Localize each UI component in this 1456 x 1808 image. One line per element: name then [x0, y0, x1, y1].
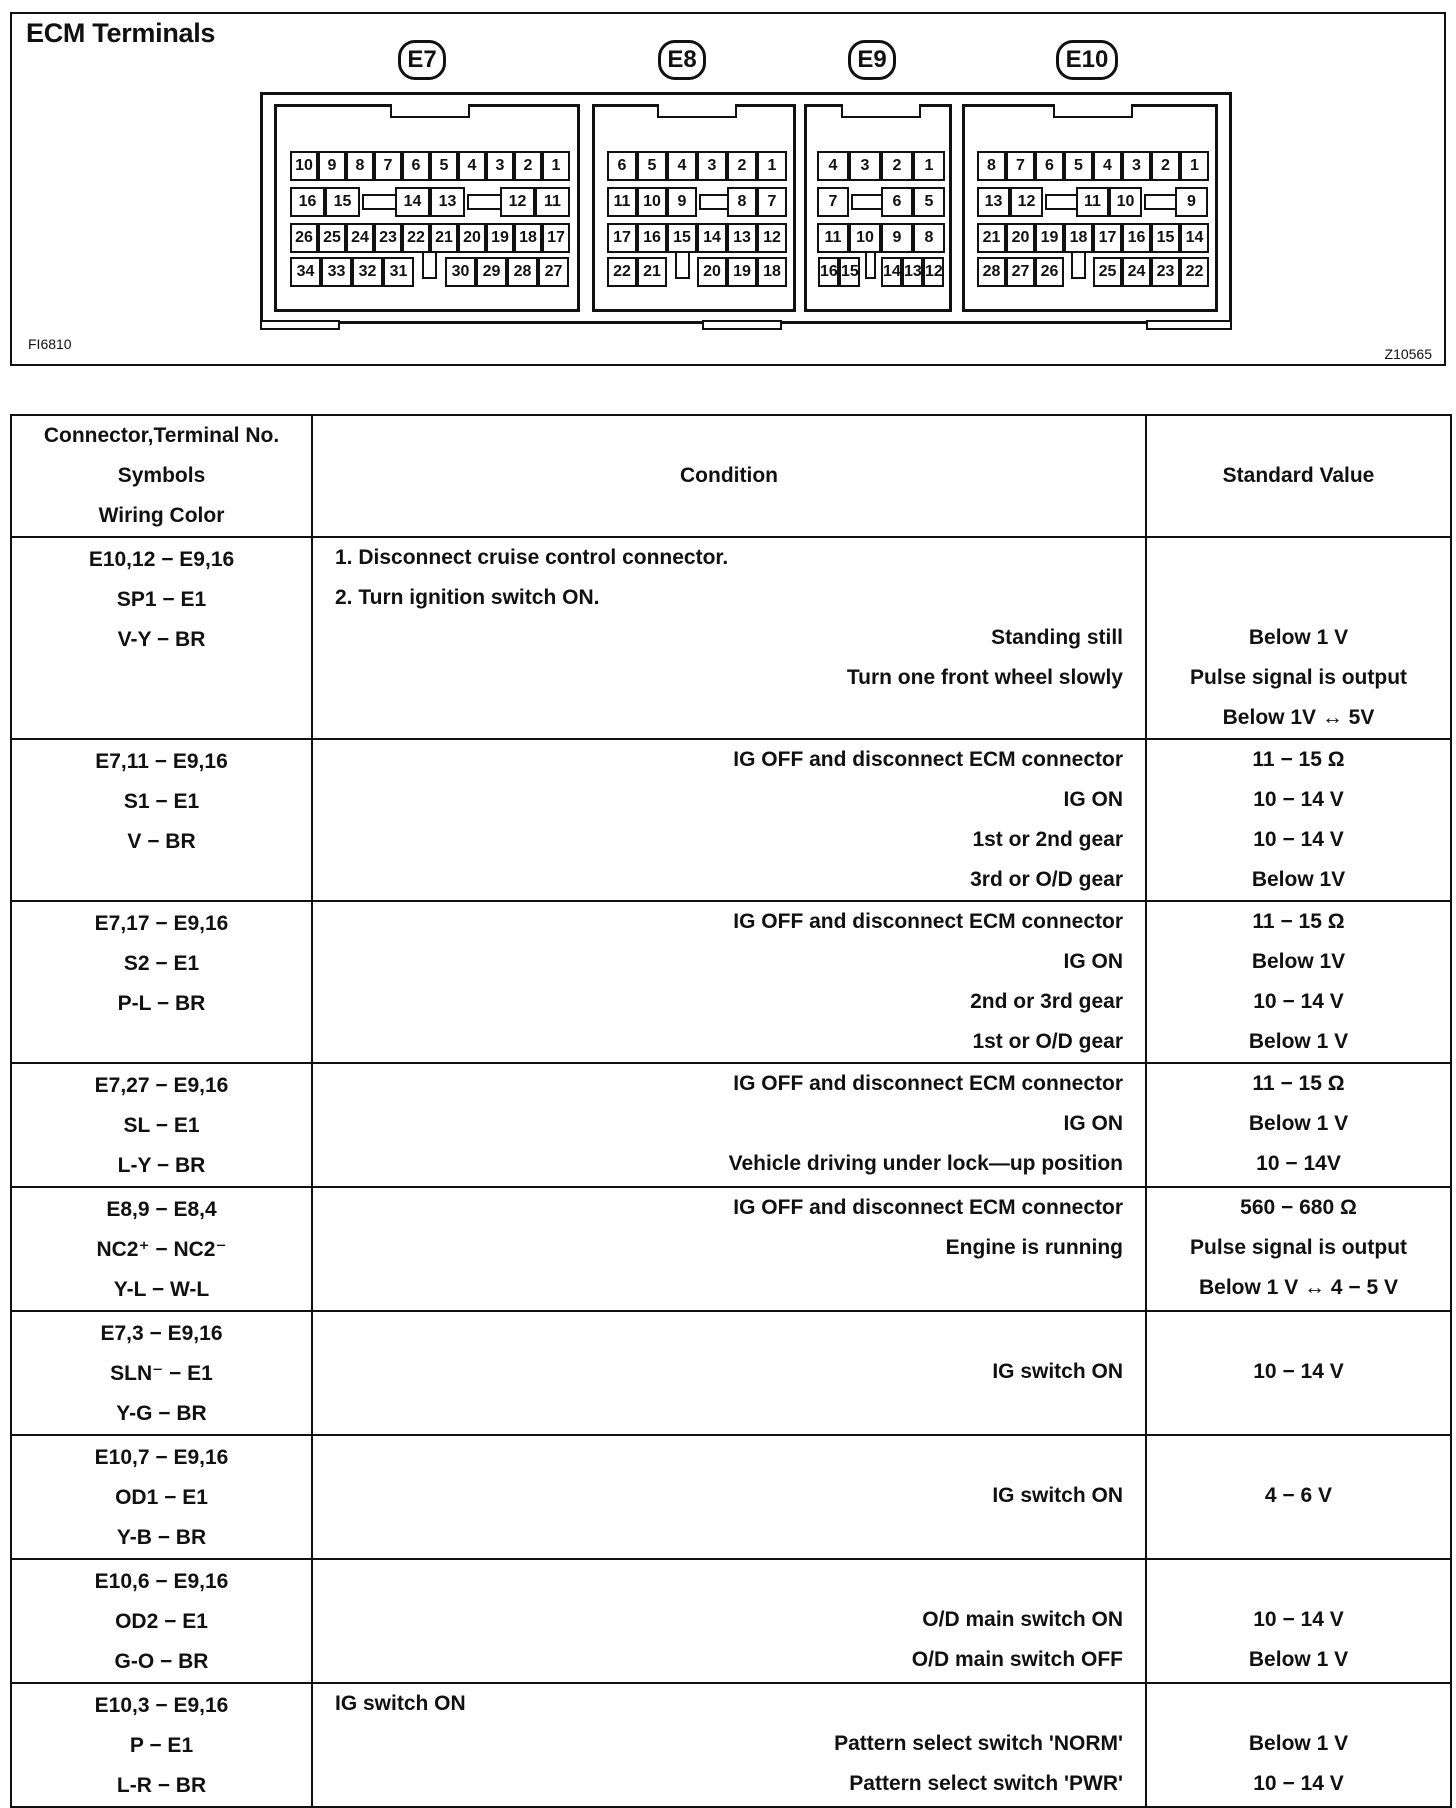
- connector-pin: 4: [458, 151, 486, 181]
- standard-value-cell: [1146, 1683, 1451, 1807]
- table-row: [11, 1435, 1451, 1559]
- connector-line: E10,7 − E9,16: [94, 1446, 229, 1469]
- standard-value-line: 11 − 15 Ω: [1252, 910, 1345, 933]
- connector-key: [390, 104, 470, 118]
- connector-pin: 25: [1093, 257, 1122, 287]
- table-row: [11, 901, 1451, 1063]
- connector-pin: 14: [1180, 223, 1209, 253]
- standard-value-line: [1147, 1312, 1450, 1352]
- standard-value-cell: [1146, 901, 1451, 1063]
- condition-cell: [312, 1311, 1146, 1435]
- connector-cell: [11, 1311, 312, 1435]
- condition-line: 1. Disconnect cruise control connector.: [335, 546, 729, 569]
- connector-pin: 3: [1122, 151, 1151, 181]
- header-connector-line3: Wiring Color: [98, 504, 225, 527]
- standard-value-line: Below 1 V: [1248, 626, 1349, 649]
- connector-line: OD2 − E1: [115, 1610, 208, 1633]
- standard-value-line: [1147, 1516, 1450, 1556]
- table-row: [11, 739, 1451, 901]
- connector-cell: [11, 1435, 312, 1559]
- connector-pin: 8: [913, 223, 945, 253]
- connector-line: P − E1: [129, 1734, 194, 1757]
- connector-line: E10,3 − E9,16: [94, 1694, 229, 1717]
- connector-label: E8: [658, 40, 706, 80]
- terminal-spec-table: [10, 414, 1452, 1808]
- connector-pin: 12: [923, 257, 944, 287]
- connector-pin: 19: [727, 257, 757, 287]
- standard-value-line: 10 − 14 V: [1253, 828, 1344, 851]
- connector-pin: 9: [1175, 187, 1208, 217]
- connector-pin: 2: [1151, 151, 1180, 181]
- connector-pin: 2: [881, 151, 913, 181]
- condition-line: IG switch ON: [335, 1692, 466, 1715]
- condition-line: 1st or O/D gear: [972, 1030, 1123, 1053]
- connector-pin: 24: [1122, 257, 1151, 287]
- condition-line: [313, 1436, 1145, 1476]
- connector-pin: 4: [667, 151, 697, 181]
- connector-pin: 18: [1064, 223, 1093, 253]
- connector-pin: 4: [1093, 151, 1122, 181]
- connector-pin: 31: [383, 257, 414, 287]
- standard-value-cell: [1146, 1435, 1451, 1559]
- condition-line: Pattern select switch 'PWR': [849, 1772, 1123, 1795]
- connector-pin: 6: [1035, 151, 1064, 181]
- standard-value-line: 4 − 6 V: [1264, 1484, 1333, 1507]
- connector-cell: [11, 901, 312, 1063]
- connector-pin: 25: [318, 223, 346, 253]
- connector-pin: 6: [881, 187, 913, 217]
- connector-key: [841, 104, 921, 118]
- connector-pin: 11: [607, 187, 637, 217]
- connector-pin: 32: [352, 257, 383, 287]
- figure-code-right: Z10565: [1384, 346, 1432, 362]
- connector-pin: 14: [881, 257, 902, 287]
- connector-label: E9: [848, 40, 896, 80]
- housing-tab: [702, 320, 782, 330]
- standard-value-line: Below 1V: [1251, 868, 1346, 891]
- connector-pin: 21: [637, 257, 667, 287]
- standard-value-line: [1147, 578, 1450, 618]
- standard-value-line: Below 1 V: [1248, 1732, 1349, 1755]
- connector-line: Y-B − BR: [116, 1526, 207, 1549]
- standard-value-cell: [1146, 1187, 1451, 1311]
- connector-latch: [422, 253, 438, 279]
- connector-pin: 5: [1064, 151, 1093, 181]
- connector-cell: [11, 739, 312, 901]
- table-body: [11, 537, 1451, 1807]
- connector-pin: 14: [395, 187, 430, 217]
- condition-line: [313, 1560, 1145, 1600]
- housing-tab: [1146, 320, 1232, 330]
- condition-line: IG switch ON: [992, 1484, 1123, 1507]
- connector-line: SLN⁻ − E1: [110, 1362, 213, 1385]
- connector-pin: 8: [346, 151, 374, 181]
- connector-pin: 29: [476, 257, 507, 287]
- connector-latch: [1071, 253, 1086, 279]
- connector-line: E7,17 − E9,16: [94, 912, 229, 935]
- condition-cell: [312, 1063, 1146, 1187]
- connector-key: [1053, 104, 1133, 118]
- table-row: [11, 1683, 1451, 1807]
- standard-value-cell: [1146, 537, 1451, 739]
- connector-line: NC2⁺ − NC2⁻: [96, 1238, 227, 1261]
- standard-value-line: [1147, 1684, 1450, 1724]
- connector-pin: 3: [697, 151, 727, 181]
- connector-key: [657, 104, 737, 118]
- connector-pin: 10: [637, 187, 667, 217]
- standard-value-cell: [1146, 1559, 1451, 1683]
- connector-pin: 3: [849, 151, 881, 181]
- connector-pin: 16: [290, 187, 325, 217]
- connector-pin: 2: [727, 151, 757, 181]
- standard-value-line: 10 − 14 V: [1253, 1608, 1344, 1631]
- connector-pin: 22: [402, 223, 430, 253]
- header-connector-line2: Symbols: [117, 464, 206, 487]
- standard-value-line: 560 − 680 Ω: [1240, 1196, 1357, 1219]
- connector-pin: 3: [486, 151, 514, 181]
- condition-cell: [312, 739, 1146, 901]
- connector-pin: 18: [514, 223, 542, 253]
- connector-line: S2 − E1: [123, 952, 200, 975]
- connector-line: E7,11 − E9,16: [95, 750, 228, 773]
- table-row: [11, 1187, 1451, 1311]
- connector-pin: 20: [458, 223, 486, 253]
- standard-value-line: Below 1V ↔ 5V: [1222, 706, 1375, 729]
- standard-value-line: 11 − 15 Ω: [1252, 748, 1345, 771]
- standard-value-line: [1147, 1392, 1450, 1432]
- condition-line: 2. Turn ignition switch ON.: [335, 586, 600, 609]
- standard-value-line: 10 − 14 V: [1253, 1772, 1344, 1795]
- figure-title: ECM Terminals: [26, 18, 216, 48]
- connector-line: S1 − E1: [123, 790, 200, 813]
- connector-pin: 5: [637, 151, 667, 181]
- connector-cell: [11, 1559, 312, 1683]
- connector-pin: 20: [1006, 223, 1035, 253]
- connector-pin: 17: [607, 223, 637, 253]
- condition-line: [313, 698, 1145, 738]
- connector-pin: 21: [430, 223, 458, 253]
- connector-line: E7,27 − E9,16: [94, 1074, 229, 1097]
- connector-frame: [962, 104, 1218, 312]
- condition-line: Engine is running: [945, 1236, 1123, 1259]
- connector-line: E8,9 − E8,4: [106, 1198, 217, 1221]
- connector-pin: 10: [849, 223, 881, 253]
- condition-cell: [312, 1187, 1146, 1311]
- connector-pin: 15: [667, 223, 697, 253]
- connector-cell: [11, 1063, 312, 1187]
- standard-value-line: [1147, 1436, 1450, 1476]
- connector-line: L-R − BR: [116, 1774, 207, 1797]
- connector-pin: 13: [430, 187, 465, 217]
- connector-pin: 12: [757, 223, 787, 253]
- header-condition: Condition: [312, 415, 1146, 537]
- connector-pin: 13: [902, 257, 923, 287]
- condition-line: Turn one front wheel slowly: [846, 666, 1123, 689]
- connector-pin: 5: [430, 151, 458, 181]
- condition-line: IG ON: [1063, 950, 1123, 973]
- connector-pin: 11: [1076, 187, 1109, 217]
- connector-frame: [274, 104, 580, 312]
- standard-value-line: Pulse signal is output: [1189, 666, 1408, 689]
- connector-pin: 7: [1006, 151, 1035, 181]
- connector-cell: [11, 537, 312, 739]
- connector-pin: 7: [757, 187, 787, 217]
- condition-line: Vehicle driving under lock—up position: [728, 1152, 1123, 1175]
- connector-pin: 28: [977, 257, 1006, 287]
- connector-pin: 19: [486, 223, 514, 253]
- connector-pin: 13: [727, 223, 757, 253]
- table-row: [11, 1559, 1451, 1683]
- connector-pin: 12: [1010, 187, 1043, 217]
- condition-line: IG OFF and disconnect ECM connector: [733, 910, 1123, 933]
- table-row: [11, 537, 1451, 739]
- connector-line: Y-G − BR: [116, 1402, 207, 1425]
- connector-pin: 8: [727, 187, 757, 217]
- standard-value-cell: [1146, 1311, 1451, 1435]
- connector-pin: 16: [818, 257, 839, 287]
- standard-value-line: Below 1 V: [1248, 1648, 1349, 1671]
- connector-pin: 1: [542, 151, 570, 181]
- connector-pin: 11: [817, 223, 849, 253]
- connector-cell: [11, 1683, 312, 1807]
- connector-label: E10: [1056, 40, 1118, 80]
- connector-pin: 18: [757, 257, 787, 287]
- condition-line: IG ON: [1063, 1112, 1123, 1135]
- connector-pin: 21: [977, 223, 1006, 253]
- standard-value-line: Below 1 V ↔ 4 − 5 V: [1199, 1276, 1398, 1299]
- connector-pin: 6: [607, 151, 637, 181]
- standard-value-line: [1147, 1560, 1450, 1600]
- connector-pin: 5: [913, 187, 945, 217]
- connector-line: P-L − BR: [117, 992, 206, 1015]
- connector-pin: 16: [637, 223, 667, 253]
- connector-label: E7: [398, 40, 446, 80]
- connector-pin: 13: [977, 187, 1010, 217]
- connector-line: E7,3 − E9,16: [100, 1322, 223, 1345]
- condition-line: IG OFF and disconnect ECM connector: [733, 1196, 1123, 1219]
- condition-line: [313, 1516, 1145, 1556]
- connector-pin: 33: [321, 257, 352, 287]
- connector-pin: 15: [325, 187, 360, 217]
- connector-pin: 15: [1151, 223, 1180, 253]
- connector-pin: 24: [346, 223, 374, 253]
- connector-pin: 30: [445, 257, 476, 287]
- connector-pin: 4: [817, 151, 849, 181]
- connector-pin: 26: [290, 223, 318, 253]
- connector-line: V − BR: [127, 830, 196, 853]
- standard-value-line: Pulse signal is output: [1189, 1236, 1408, 1259]
- connector-frame: [804, 104, 952, 312]
- condition-cell: [312, 1559, 1146, 1683]
- ecm-terminals-figure: [10, 12, 1446, 366]
- connector-pin: 1: [1180, 151, 1209, 181]
- condition-line: 1st or 2nd gear: [972, 828, 1123, 851]
- connector-pin: 12: [500, 187, 535, 217]
- standard-value-line: 10 − 14 V: [1253, 788, 1344, 811]
- standard-value-line: 10 − 14 V: [1253, 1360, 1344, 1383]
- connector-pin: 7: [817, 187, 849, 217]
- condition-line: [313, 1312, 1145, 1352]
- standard-value-line: 10 − 14V: [1256, 1152, 1341, 1175]
- connector-pin: 20: [697, 257, 727, 287]
- standard-value-cell: [1146, 1063, 1451, 1187]
- standard-value-line: Below 1 V: [1248, 1030, 1349, 1053]
- connector-line: E10,6 − E9,16: [94, 1570, 229, 1593]
- connector-pin: 15: [839, 257, 860, 287]
- condition-line: IG OFF and disconnect ECM connector: [733, 748, 1123, 771]
- connector-line: V-Y − BR: [117, 628, 206, 651]
- connector-pin: 17: [1093, 223, 1122, 253]
- connector-pin: 27: [1006, 257, 1035, 287]
- table-row: [11, 1063, 1451, 1187]
- connector-line: SP1 − E1: [116, 588, 207, 611]
- condition-line: [313, 1268, 1145, 1308]
- condition-line: IG switch ON: [992, 1360, 1123, 1383]
- condition-line: Standing still: [991, 626, 1123, 649]
- condition-cell: [312, 537, 1146, 739]
- housing-tab: [260, 320, 340, 330]
- condition-line: Pattern select switch 'NORM': [834, 1732, 1123, 1755]
- condition-cell: [312, 1435, 1146, 1559]
- connector-pin: 14: [697, 223, 727, 253]
- connector-line: Y-L − W-L: [113, 1278, 210, 1301]
- connector-pin: 2: [514, 151, 542, 181]
- connector-line: E10,12 − E9,16: [88, 548, 235, 571]
- condition-line: 3rd or O/D gear: [970, 868, 1123, 891]
- connector-line: SL − E1: [123, 1114, 200, 1137]
- condition-line: [313, 1392, 1145, 1432]
- condition-line: O/D main switch OFF: [911, 1648, 1123, 1671]
- standard-value-cell: [1146, 739, 1451, 901]
- connector-line: L-Y − BR: [117, 1154, 206, 1177]
- connector-line: OD1 − E1: [115, 1486, 208, 1509]
- connector-pin: 22: [1180, 257, 1209, 287]
- connector-pin: 22: [607, 257, 637, 287]
- connector-pin: 19: [1035, 223, 1064, 253]
- connector-pin: 7: [374, 151, 402, 181]
- connector-latch: [865, 253, 876, 279]
- connector-pin: 6: [402, 151, 430, 181]
- condition-line: IG ON: [1063, 788, 1123, 811]
- connector-pin: 17: [542, 223, 570, 253]
- connector-pin: 27: [538, 257, 569, 287]
- connector-cell: [11, 1187, 312, 1311]
- connector-pin: 11: [535, 187, 570, 217]
- connector-pin: 9: [667, 187, 697, 217]
- condition-cell: [312, 1683, 1146, 1807]
- header-connector-line1: Connector,Terminal No.: [43, 424, 280, 447]
- standard-value-line: Below 1V: [1251, 950, 1346, 973]
- connector-pin: 23: [1151, 257, 1180, 287]
- connector-pin: 26: [1035, 257, 1064, 287]
- connector-pin: 16: [1122, 223, 1151, 253]
- connector-pin: 10: [1109, 187, 1142, 217]
- standard-value-line: 10 − 14 V: [1253, 990, 1344, 1013]
- condition-line: O/D main switch ON: [922, 1608, 1123, 1631]
- connector-pin: 10: [290, 151, 318, 181]
- connector-latch: [675, 253, 690, 279]
- condition-line: 2nd or 3rd gear: [970, 990, 1123, 1013]
- connector-pin: 8: [977, 151, 1006, 181]
- standard-value-line: 11 − 15 Ω: [1252, 1072, 1345, 1095]
- condition-line: IG OFF and disconnect ECM connector: [733, 1072, 1123, 1095]
- header-standard-value: Standard Value: [1146, 415, 1451, 537]
- table-header-row: [11, 415, 1451, 537]
- connector-frame: [592, 104, 796, 312]
- standard-value-line: Below 1 V: [1248, 1112, 1349, 1135]
- header-connector: [11, 415, 312, 537]
- condition-cell: [312, 901, 1146, 1063]
- table-row: [11, 1311, 1451, 1435]
- connector-pin: 9: [318, 151, 346, 181]
- connector-pin: 1: [757, 151, 787, 181]
- connector-line: G-O − BR: [114, 1650, 209, 1673]
- connector-pin: 1: [913, 151, 945, 181]
- connector-pin: 28: [507, 257, 538, 287]
- connector-pin: 23: [374, 223, 402, 253]
- standard-value-line: [1147, 538, 1450, 578]
- connector-pin: 9: [881, 223, 913, 253]
- connector-pin: 34: [290, 257, 321, 287]
- figure-code-left: FI6810: [28, 336, 72, 352]
